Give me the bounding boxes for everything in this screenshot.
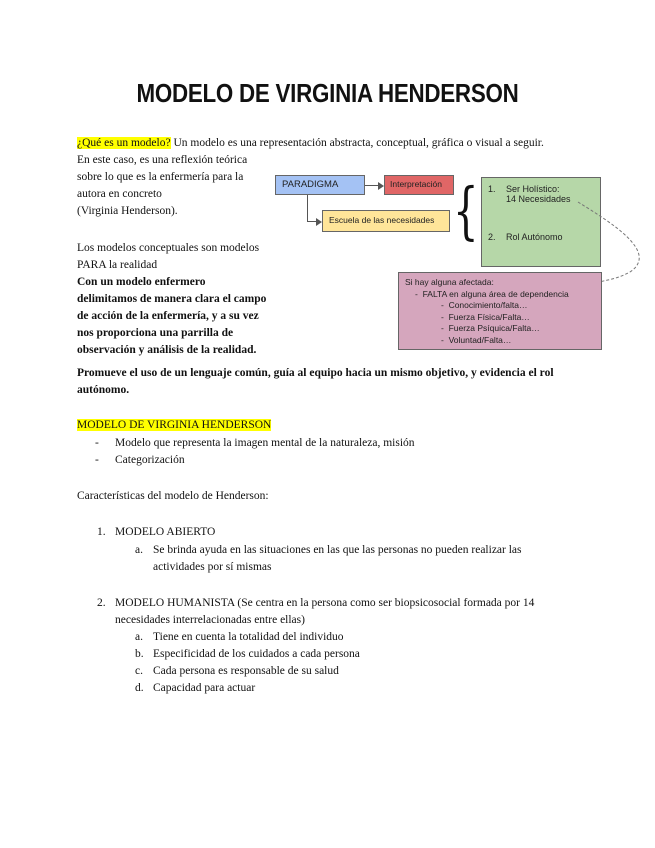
dash-bullet: - bbox=[415, 288, 423, 299]
pink-box bbox=[398, 272, 602, 350]
text-line: MODELO HUMANISTA (Se centra en la persona como ser biopsicosocial formada por 14 bbox=[115, 597, 535, 609]
item-content bbox=[506, 184, 571, 204]
sub-letter: a. bbox=[135, 631, 143, 643]
pink-item: Fuerza Psíquica/Falta… bbox=[448, 323, 540, 333]
dash-bullet: - bbox=[441, 300, 449, 310]
pink-sub-row bbox=[405, 312, 595, 324]
pink-item: Fuerza Física/Falta… bbox=[448, 311, 530, 322]
list-item bbox=[95, 452, 615, 469]
text-line: Con un modelo enfermero bbox=[77, 276, 206, 288]
sub-item bbox=[135, 542, 557, 576]
curly-brace-icon: { bbox=[453, 174, 479, 247]
dash-bullet: - bbox=[441, 323, 449, 333]
item-label bbox=[115, 595, 534, 629]
text-line: En este caso, es una reflexión teórica bbox=[77, 154, 248, 166]
interpretacion-box: Interpretación bbox=[384, 175, 454, 195]
item-label: MODELO ABIERTO bbox=[115, 526, 216, 538]
pink-sub-row bbox=[405, 300, 595, 312]
pink-title: Si hay alguna afectada: bbox=[405, 277, 494, 287]
sub-text: Cada persona es responsable de su salud bbox=[153, 665, 339, 677]
text-line: Los modelos conceptuales son modelos bbox=[77, 242, 260, 254]
text-line: necesidades interrelacionadas entre ellas) bbox=[115, 614, 305, 626]
dash-bullet: - bbox=[441, 311, 449, 322]
characteristics-intro: Características del modelo de Henderson: bbox=[77, 490, 269, 502]
pink-main-row bbox=[405, 289, 595, 301]
item-header bbox=[97, 524, 557, 541]
text-line: nos proporciona una parrilla de bbox=[77, 327, 234, 339]
intro-paragraph-1 bbox=[77, 152, 277, 220]
sub-item bbox=[135, 629, 567, 646]
item-text: Rol Autónomo bbox=[506, 232, 563, 242]
text-line: autónomo. bbox=[77, 384, 130, 396]
intro-question-line bbox=[77, 135, 637, 152]
item-number: 1. bbox=[488, 184, 496, 194]
item-number: 2. bbox=[97, 597, 106, 609]
pink-sub-row bbox=[405, 335, 595, 347]
sub-item bbox=[135, 663, 567, 680]
section-bullets bbox=[95, 435, 615, 469]
characteristic-item-1 bbox=[97, 524, 557, 576]
text-line: Se brinda ayuda en las situaciones en las que las personas no pueden realizar las bbox=[153, 544, 522, 556]
pink-item: Conocimiento/falta… bbox=[448, 300, 528, 310]
intro-paragraph-3 bbox=[77, 274, 287, 359]
arrow-connector bbox=[307, 195, 308, 222]
text-line: (Virginia Henderson). bbox=[77, 205, 178, 217]
sub-letter: d. bbox=[135, 682, 144, 694]
text-line: observación y análisis de la realidad. bbox=[77, 344, 257, 356]
connector-path bbox=[578, 202, 639, 282]
sub-text: Especificidad de los cuidados a cada persona bbox=[153, 648, 360, 660]
section-heading-text: MODELO DE VIRGINIA HENDERSON bbox=[77, 419, 272, 431]
sub-text: Tiene en cuenta la totalidad del individuo bbox=[153, 631, 344, 643]
bullet-text: Categorización bbox=[115, 454, 185, 466]
sub-letter: b. bbox=[135, 648, 144, 660]
item-text: Ser Holístico: bbox=[506, 184, 560, 194]
text-line: PARA la realidad bbox=[77, 259, 158, 271]
text-line: de acción de la enfermería, y a su vez bbox=[77, 310, 259, 322]
dash-bullet: - bbox=[441, 334, 449, 345]
intro-paragraph-2 bbox=[77, 240, 277, 274]
text-line: Promueve el uso de un lenguaje común, guía al equipo hacia un mismo objetivo, y evidencia el rol bbox=[77, 367, 554, 379]
characteristic-item-2 bbox=[97, 595, 567, 697]
bullet-text: Modelo que representa la imagen mental de la naturaleza, misión bbox=[115, 437, 415, 449]
question-answer: Un modelo es una representación abstracta, conceptual, gráfica o visual a seguir. bbox=[173, 137, 544, 149]
sub-text bbox=[153, 542, 522, 576]
item-number: 1. bbox=[97, 526, 106, 538]
pink-main: FALTA en alguna área de dependencia bbox=[422, 288, 569, 299]
item-sub: 14 Necesidades bbox=[506, 194, 571, 204]
text-line: actividades por sí mismas bbox=[153, 561, 272, 573]
sub-text: Capacidad para actuar bbox=[153, 682, 256, 694]
question-highlight: ¿Qué es un modelo? bbox=[77, 137, 171, 149]
text-line: autora en concreto bbox=[77, 188, 162, 200]
page-title: MODELO DE VIRGINIA HENDERSON bbox=[136, 78, 519, 108]
intro-paragraph-4 bbox=[77, 365, 637, 399]
sub-item bbox=[135, 680, 567, 697]
item-number: 2. bbox=[488, 232, 496, 242]
pink-sub-row bbox=[405, 323, 595, 335]
section-heading bbox=[77, 417, 271, 434]
text-line: sobre lo que es la enfermería para la bbox=[77, 171, 244, 183]
escuela-box: Escuela de las necesidades bbox=[322, 210, 450, 232]
sub-letter: c. bbox=[135, 665, 143, 677]
pink-item: Voluntad/Falta… bbox=[448, 334, 512, 345]
dash-bullet: - bbox=[95, 454, 99, 466]
item-header bbox=[97, 595, 567, 629]
text-line: delimitamos de manera clara el campo bbox=[77, 293, 267, 305]
sub-letter: a. bbox=[135, 544, 143, 556]
list-item bbox=[95, 435, 615, 452]
paradigma-box: PARADIGMA bbox=[275, 175, 365, 195]
sub-item bbox=[135, 646, 567, 663]
dash-bullet: - bbox=[95, 437, 99, 449]
